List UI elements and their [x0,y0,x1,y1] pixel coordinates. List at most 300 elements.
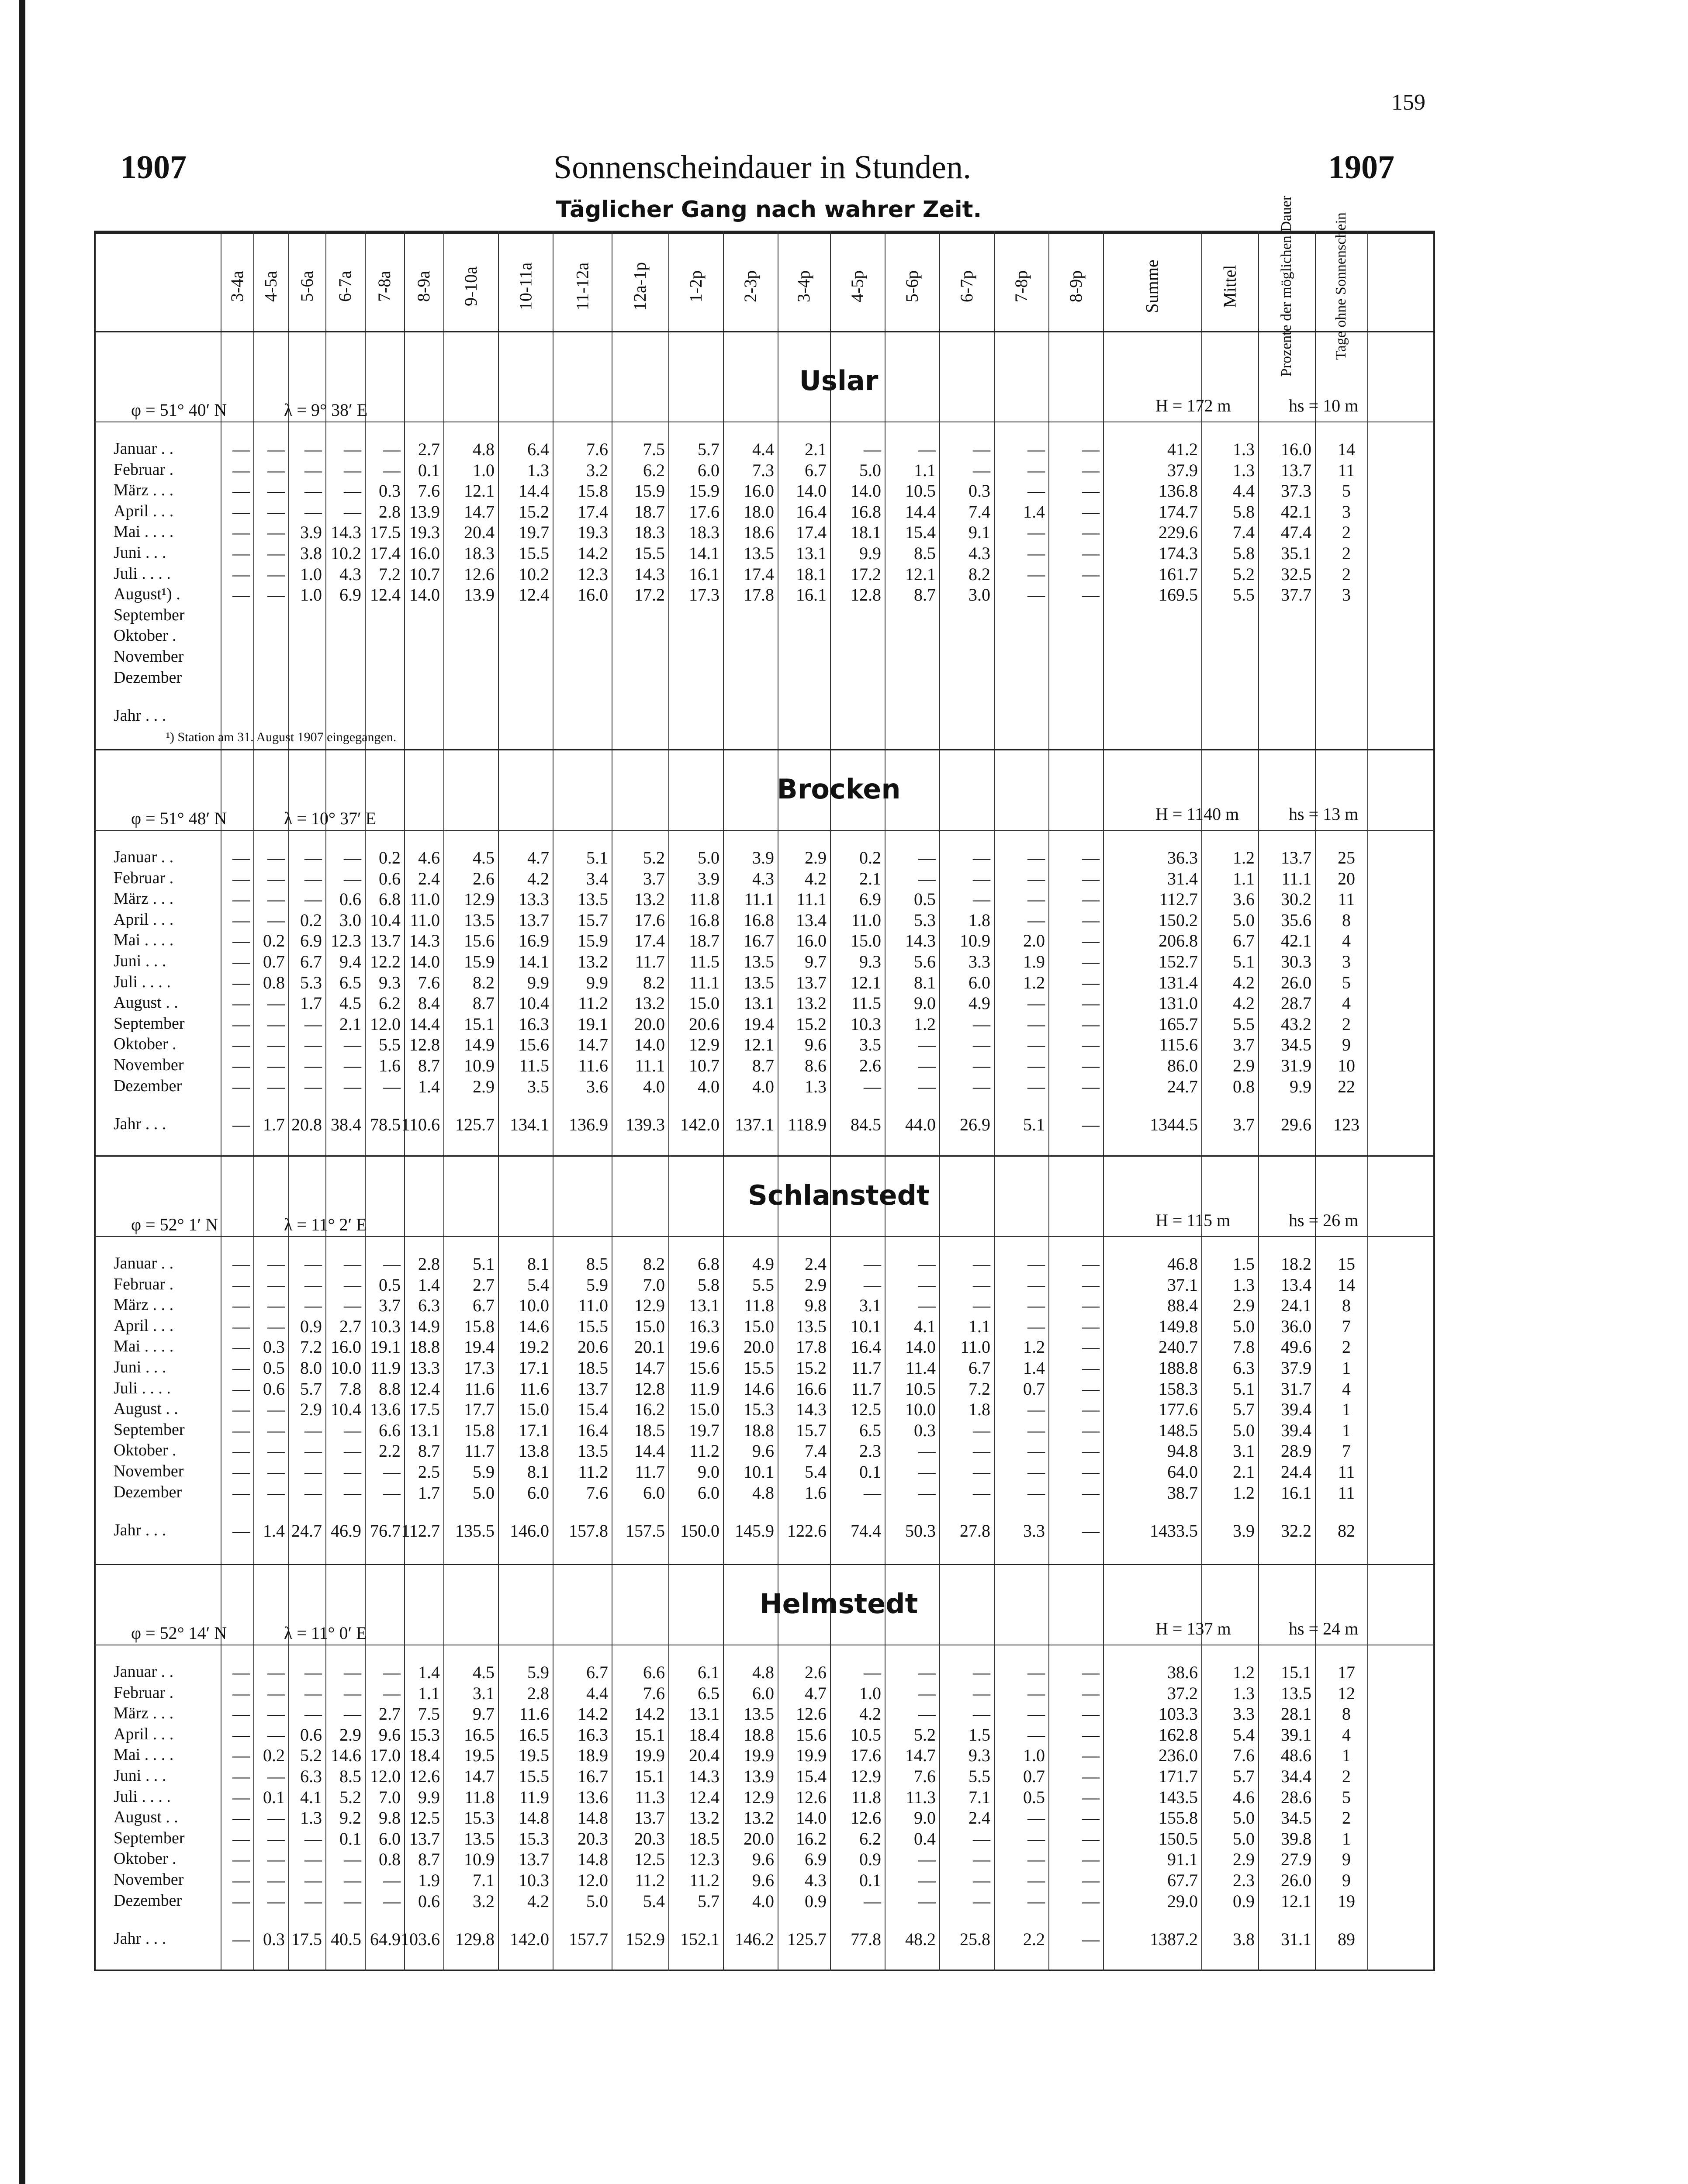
month-label: Juni . . . [114,952,166,970]
table-cell: — [232,1745,250,1766]
table-cell: 15.2 [796,1014,827,1034]
table-cell: 12.1 [905,564,936,584]
table-cell: 16.9 [519,931,549,951]
table-cell: — [1082,972,1100,992]
table-cell: — [344,1275,361,1295]
column-header [288,245,325,328]
table-row [94,972,1435,993]
table-cell: 7 [1342,1441,1351,1461]
table-cell: 1.2 [1233,1662,1255,1682]
column-header-label: 4-5a [261,270,281,302]
table-cell: 6.2 [643,460,665,480]
table-cell: — [232,889,250,909]
table-cell: 0.9 [1233,1891,1255,1911]
table-cell: 17 [1338,1662,1355,1682]
table-row [94,584,1435,605]
table-cell: 11.8 [851,1787,881,1807]
section-separator [94,1155,1435,1157]
table-cell: 5.0 [1233,1808,1255,1828]
table-cell: — [973,1014,990,1034]
table-cell: — [973,1870,990,1890]
table-cell: 12.4 [519,585,549,605]
table-cell: 1.4 [1023,1358,1045,1378]
table-cell: 12.8 [851,585,881,605]
table-cell: 14.3 [689,1766,719,1786]
table-cell: — [383,1870,401,1890]
table-cell: 16.0 [1281,439,1311,459]
table-cell: 5.2 [643,848,665,867]
table-cell: 146.2 [735,1929,774,1949]
table-cell: 2.0 [1023,931,1045,951]
table-cell: 4.0 [752,1891,774,1911]
table-cell: — [267,585,285,605]
table-cell: 1.3 [300,1808,322,1828]
table-cell: 15.8 [578,481,608,501]
month-label: April . . . [114,1316,174,1335]
table-cell: — [864,1891,881,1911]
table-cell: 1.1 [914,460,936,480]
table-cell: — [267,1891,285,1911]
table-cell: 11.3 [906,1787,936,1807]
table-cell: 5.9 [527,1662,549,1682]
month-label: August . . [114,993,178,1012]
table-cell: 50.3 [905,1521,936,1541]
table-cell: 11.2 [689,1441,719,1461]
table-cell: 0.3 [263,1929,285,1949]
table-cell: 5.0 [859,460,881,480]
table-cell: 8.6 [805,1056,827,1075]
table-cell: 0.9 [300,1316,322,1336]
table-cell: 7.6 [418,481,440,501]
table-cell: 19.5 [519,1745,549,1766]
table-cell: 88.4 [1167,1296,1198,1316]
table-cell: — [864,1254,881,1274]
table-cell: — [973,1420,990,1440]
table-cell: — [1082,1808,1100,1828]
station-longitude: λ = 10° 37′ E [284,809,377,828]
table-cell: — [267,1828,285,1849]
table-row [94,1828,1435,1849]
table-cell: 1.0 [300,585,322,605]
table-cell: 12.5 [634,1849,665,1870]
column-header [1315,212,1367,360]
table-cell: — [973,1076,990,1096]
table-cell: 0.7 [263,952,285,971]
table-cell: 4 [1342,931,1351,951]
table-cell: 19.9 [744,1745,774,1766]
table-cell: 14.9 [409,1316,440,1336]
table-cell: 5 [1342,481,1351,501]
table-cell: — [232,1891,250,1911]
table-cell: — [918,1056,936,1075]
table-cell: 110.6 [401,1115,440,1135]
table-cell: — [1082,1014,1100,1034]
table-cell: 142.0 [680,1115,719,1135]
table-cell: 10.9 [464,1849,495,1870]
table-cell: 6.7 [473,1296,495,1316]
table-cell: 157.8 [569,1521,608,1541]
month-label: Juli . . . . [114,564,171,583]
table-cell: 13.1 [689,1704,719,1724]
month-label: Januar . . [114,439,174,458]
table-cell: — [267,1441,285,1461]
table-cell: 0.1 [859,1870,881,1890]
table-cell: 3.8 [1233,1929,1255,1949]
station-latitude: φ = 51° 40′ N [131,400,227,420]
table-cell: 12.5 [409,1808,440,1828]
table-cell: — [1082,1115,1100,1135]
table-cell: 3.3 [1233,1704,1255,1724]
table-cell: 9 [1342,1035,1351,1055]
table-cell: 6.2 [379,993,401,1013]
table-cell: 18.3 [689,522,719,543]
station-longitude: λ = 11° 2′ E [284,1215,367,1234]
station-name: Schlanstedt [748,1179,930,1211]
table-row [94,1275,1435,1296]
table-cell: — [344,481,361,501]
table-cell: 8.8 [379,1379,401,1399]
table-cell: 6.0 [969,972,990,992]
table-cell: 6.7 [1233,931,1255,951]
table-cell: — [344,868,361,888]
table-cell: 20.4 [464,522,495,543]
table-cell: — [1082,1891,1100,1911]
table-cell: 4 [1342,1724,1351,1745]
table-cell: 4.2 [527,868,549,888]
table-cell: 5.7 [1233,1400,1255,1420]
table-cell: 13.5 [464,1828,495,1849]
table-cell: 17.6 [851,1745,881,1766]
table-cell: — [1082,1704,1100,1724]
table-cell: 0.2 [859,848,881,867]
table-cell: — [232,1870,250,1890]
table-cell: 9.1 [969,522,990,543]
table-cell: 125.7 [455,1115,495,1135]
table-cell: 11.5 [851,993,881,1013]
table-cell: 4.1 [300,1787,322,1807]
table-cell: — [232,481,250,501]
table-cell: 19.3 [578,522,608,543]
table-cell: 14.7 [464,501,495,522]
month-label: August . . [114,1808,178,1827]
table-cell: 11 [1338,460,1355,480]
table-cell: — [267,1275,285,1295]
table-cell: 13.6 [370,1400,401,1420]
table-cell: 7.6 [643,1683,665,1703]
table-cell: 122.6 [787,1521,827,1541]
table-cell: 9.9 [527,972,549,992]
table-cell: 19.9 [796,1745,827,1766]
table-cell: — [232,1035,250,1055]
table-cell: 17.4 [370,543,401,563]
table-cell: — [267,1662,285,1682]
table-cell: 152.1 [680,1929,719,1949]
table-cell: 12.1 [1281,1891,1311,1911]
table-row [94,1745,1435,1766]
column-header [1201,245,1258,328]
table-row [94,1399,1435,1420]
month-label: September [114,1014,185,1033]
column-header-label: 6-7a [335,270,355,302]
table-cell: — [1082,1358,1100,1378]
table-cell: 1.1 [418,1683,440,1703]
table-cell: — [918,1870,936,1890]
table-cell: 15.6 [689,1358,719,1378]
table-cell: — [304,1482,322,1503]
table-cell: 1.6 [805,1482,827,1503]
table-cell: 13.4 [796,910,827,930]
table-cell: 5.4 [643,1891,665,1911]
table-cell: 162.8 [1159,1724,1198,1745]
table-cell: 12.2 [370,952,401,971]
table-cell: 5.7 [1233,1766,1255,1786]
table-cell: — [973,889,990,909]
table-cell: 6.0 [527,1482,549,1503]
table-cell: 7.1 [969,1787,990,1807]
table-cell: 14.3 [409,931,440,951]
table-cell: 39.8 [1281,1828,1311,1849]
table-cell: — [267,889,285,909]
table-cell: — [232,1316,250,1336]
table-cell: 11.9 [689,1379,719,1399]
table-cell: 5.5 [752,1275,774,1295]
table-cell: 1.8 [969,1400,990,1420]
table-cell: — [1027,460,1045,480]
table-cell: — [232,1724,250,1745]
column-header-label: 11-12a [572,262,592,310]
table-row [94,522,1435,543]
table-cell: 13.7 [634,1808,665,1828]
table-cell: 137.1 [735,1115,774,1135]
table-cell: 11.2 [578,1462,608,1482]
table-cell: 14.9 [464,1035,495,1055]
table-cell: 42.1 [1281,931,1311,951]
table-cell: 11.7 [851,1379,881,1399]
table-cell: 7.4 [805,1441,827,1461]
table-cell: 5.5 [1233,1014,1255,1034]
table-cell: 12.3 [331,931,361,951]
table-cell: 1.1 [969,1316,990,1336]
table-cell: 112.7 [401,1521,440,1541]
table-cell: 7.6 [586,439,608,459]
table-cell: — [232,1849,250,1870]
table-cell: 13.5 [464,910,495,930]
table-cell: 15.9 [578,931,608,951]
table-cell: 12.6 [796,1704,827,1724]
table-cell: 1.4 [263,1521,285,1541]
column-header [1103,245,1201,328]
table-cell: 28.1 [1281,1704,1311,1724]
year-label: Jahr . . . [114,1115,166,1133]
table-cell: 0.2 [263,1745,285,1766]
table-cell: — [1027,522,1045,543]
table-cell: 0.1 [418,460,440,480]
table-cell: 131.4 [1159,972,1198,992]
column-header-label: Prozente der möglichen Dauer [1278,195,1295,377]
table-cell: 16.3 [519,1014,549,1034]
column-header [830,245,885,328]
table-cell: 12.3 [578,564,608,584]
table-cell: 0.5 [379,1275,401,1295]
month-label: Januar . . [114,1254,174,1272]
table-cell: 24.4 [1281,1462,1311,1482]
table-cell: 16.4 [796,501,827,522]
month-label: Mai . . . . [114,931,174,950]
table-cell: 16.0 [578,585,608,605]
table-cell: 12.4 [409,1379,440,1399]
table-row [94,1787,1435,1808]
table-cell: 27.9 [1281,1849,1311,1870]
table-row [94,951,1435,972]
table-cell: 20.6 [578,1337,608,1357]
month-label: Mai . . . . [114,1745,174,1764]
table-cell: 32.2 [1281,1521,1311,1541]
table-cell: — [1082,481,1100,501]
table-cell: 24.1 [1281,1296,1311,1316]
table-cell: 20.1 [634,1337,665,1357]
table-cell: 76.7 [370,1521,401,1541]
table-cell: 8.7 [752,1056,774,1075]
table-cell: 15.3 [409,1724,440,1745]
table-cell: 1.1 [1233,868,1255,888]
table-cell: — [1082,1662,1100,1682]
table-cell: 7.6 [418,972,440,992]
table-cell: 152.9 [626,1929,665,1949]
table-cell: 3.5 [859,1035,881,1055]
table-row [94,1358,1435,1379]
table-cell: 146.0 [510,1521,549,1541]
table-cell: 11.0 [410,889,440,909]
table-row [94,626,1435,647]
table-cell: 38.7 [1167,1482,1198,1503]
table-cell: 17.5 [291,1929,322,1949]
table-cell: — [232,1662,250,1682]
table-row [94,1724,1435,1745]
table-cell: — [267,1870,285,1890]
column-header [723,245,778,328]
table-cell: 12.9 [634,1296,665,1316]
table-cell: 4.3 [805,1870,827,1890]
station-longitude: λ = 9° 38′ E [284,400,368,420]
table-cell: — [1027,1296,1045,1316]
table-cell: — [232,1462,250,1482]
month-label: Februar . [114,460,174,479]
table-cell: 11.1 [744,889,774,909]
table-cell: — [1082,889,1100,909]
column-header [404,245,443,328]
table-cell: — [267,1035,285,1055]
table-cell: 0.6 [300,1724,322,1745]
table-cell: 4.3 [752,868,774,888]
table-cell: 3.9 [752,848,774,867]
table-cell: — [267,868,285,888]
table-cell: — [232,1420,250,1440]
table-cell: 10.4 [331,1400,361,1420]
table-cell: 15.1 [634,1724,665,1745]
table-cell: — [973,1704,990,1724]
table-cell: 7.3 [752,460,774,480]
table-cell: — [1082,1254,1100,1274]
table-cell: — [1082,1482,1100,1503]
table-cell: 18.5 [634,1420,665,1440]
table-cell: 17.2 [634,585,665,605]
table-cell: — [1082,1400,1100,1420]
table-cell: 18.8 [744,1724,774,1745]
table-cell: 8.2 [643,1254,665,1274]
month-label: März . . . [114,1704,174,1723]
table-cell: 40.5 [331,1929,361,1949]
table-cell: 6.0 [698,1482,719,1503]
table-cell: 7.0 [379,1787,401,1807]
table-cell: — [1082,1683,1100,1703]
table-cell: — [1082,1745,1100,1766]
table-cell: — [1082,1076,1100,1096]
table-cell: 5.1 [1233,952,1255,971]
table-row [94,1704,1435,1724]
table-cell: 12.5 [851,1400,881,1420]
table-cell: 8.0 [300,1358,322,1378]
table-cell: 1.9 [1023,952,1045,971]
table-cell: 13.7 [370,931,401,951]
table-cell: — [267,522,285,543]
month-label: Februar . [114,1683,174,1702]
table-cell: — [1082,1870,1100,1890]
table-cell: 2 [1342,1014,1351,1034]
month-label: April . . . [114,910,174,929]
table-cell: 13.1 [796,543,827,563]
table-cell: 112.7 [1159,889,1198,909]
table-cell: 19.3 [409,522,440,543]
table-cell: — [267,501,285,522]
station-latitude: φ = 52° 1′ N [131,1215,218,1234]
month-label: Januar . . [114,848,174,866]
table-row [94,647,1435,668]
table-cell: 10.5 [905,481,936,501]
table-cell: — [267,1724,285,1745]
table-cell: 2.9 [473,1076,495,1096]
table-cell: 5 [1342,972,1351,992]
table-cell: 12.0 [370,1766,401,1786]
table-cell: 36.3 [1167,848,1198,867]
year-right: 1907 [1328,149,1394,186]
table-cell: — [918,1891,936,1911]
table-cell: 47.4 [1281,522,1311,543]
table-cell: 2 [1342,1808,1351,1828]
table-cell: 16.0 [409,543,440,563]
table-cell: 5.0 [1233,910,1255,930]
table-cell: 3.3 [1023,1521,1045,1541]
table-cell: — [1027,1808,1045,1828]
table-cell: 16.4 [851,1337,881,1357]
table-cell: 14.2 [634,1704,665,1724]
column-header [885,245,939,328]
table-cell: 17.4 [578,501,608,522]
table-row [94,1379,1435,1400]
table-cell: — [344,1420,361,1440]
table-cell: 0.2 [263,931,285,951]
table-cell: 13.5 [578,1441,608,1461]
table-cell: 15.6 [519,1035,549,1055]
table-cell: 49.6 [1281,1337,1311,1357]
table-cell: — [864,1662,881,1682]
table-cell: — [1082,1787,1100,1807]
table-cell: 3 [1342,501,1351,522]
table-cell: — [1082,1441,1100,1461]
table-cell: 15.8 [464,1316,495,1336]
table-cell: 1387.2 [1150,1929,1198,1949]
table-cell: 13.2 [689,1808,719,1828]
table-cell: 1.7 [418,1482,440,1503]
